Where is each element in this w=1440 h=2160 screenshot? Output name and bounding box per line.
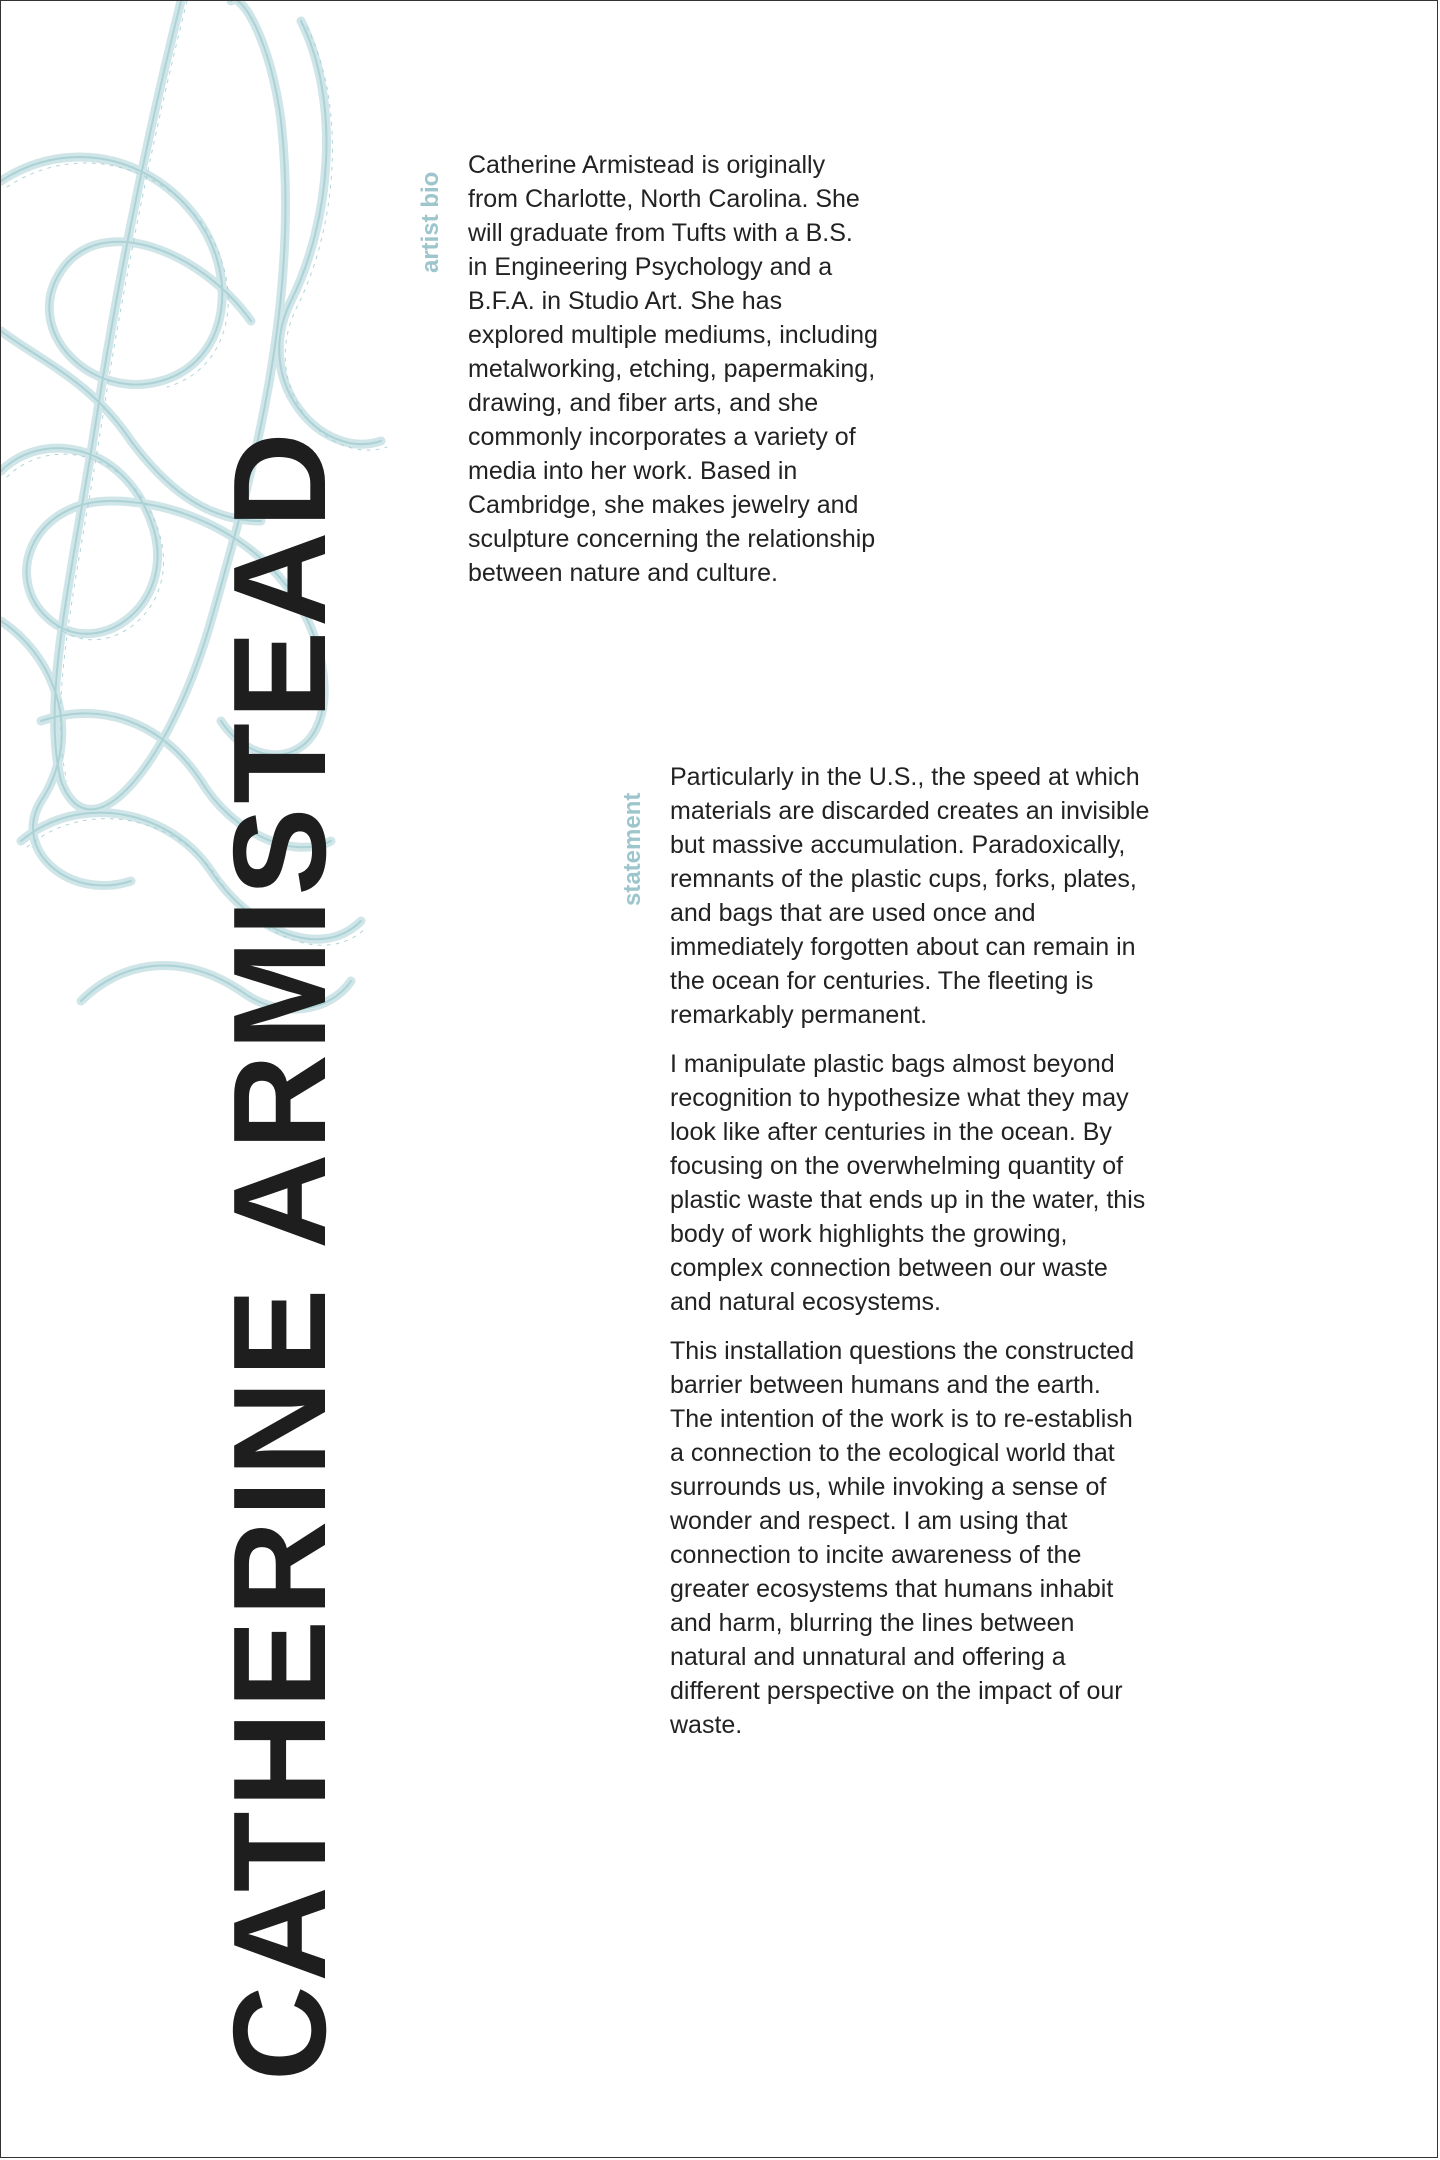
artist-name-heading: CATHERINE ARMISTEAD bbox=[206, 428, 353, 2081]
artist-bio-text: Catherine Armistead is originally from Charlotte, North Carolina. She will graduate from Tufts with a B.S. in Engineering Psychology and a B.F.A. in Studio Art. She has explored multiple mediums, including metalworking, etching, papermaking, drawing, and fiber arts, and she commonly incorporates a variety of media into her work. Based in Cambridge, she makes jewelry and sculpture concerning the relationship between nature and culture. bbox=[468, 151, 878, 587]
statement-paragraph-2: I manipulate plastic bags almost beyond recognition to hypothesize what they may look like after centuries in the ocean. By focusing on the overwhelming quantity of plastic waste that ends up in the water, this body of work highlights the growing, complex connection between our waste and natural ecosystems. bbox=[670, 1050, 1146, 1316]
artist-bio-label: artist bio bbox=[417, 171, 444, 273]
statement-label: statement bbox=[619, 792, 646, 906]
statement-paragraph-3: This installation questions the constructed barrier between humans and the earth. The intention of the work is to re-establish a connection to the ecological world that surrounds us, while invoking a sense of wonder and respect. I am using that connection to incite awareness of the greater ecosystems that humans inhabit and harm, blurring the lines between natural and unnatural and offering a different perspective on the impact of our waste. bbox=[670, 1337, 1135, 1739]
artist-statement bbox=[670, 760, 1150, 1757]
statement-paragraph-1: Particularly in the U.S., the speed at which materials are discarded creates an invisible but massive accumulation. Paradoxically, remnants of the plastic cups, forks, plates, and bags that are used once and immediately forgotten about can remain in the ocean for centuries. The fleeting is remarkably permanent. bbox=[670, 763, 1150, 1029]
